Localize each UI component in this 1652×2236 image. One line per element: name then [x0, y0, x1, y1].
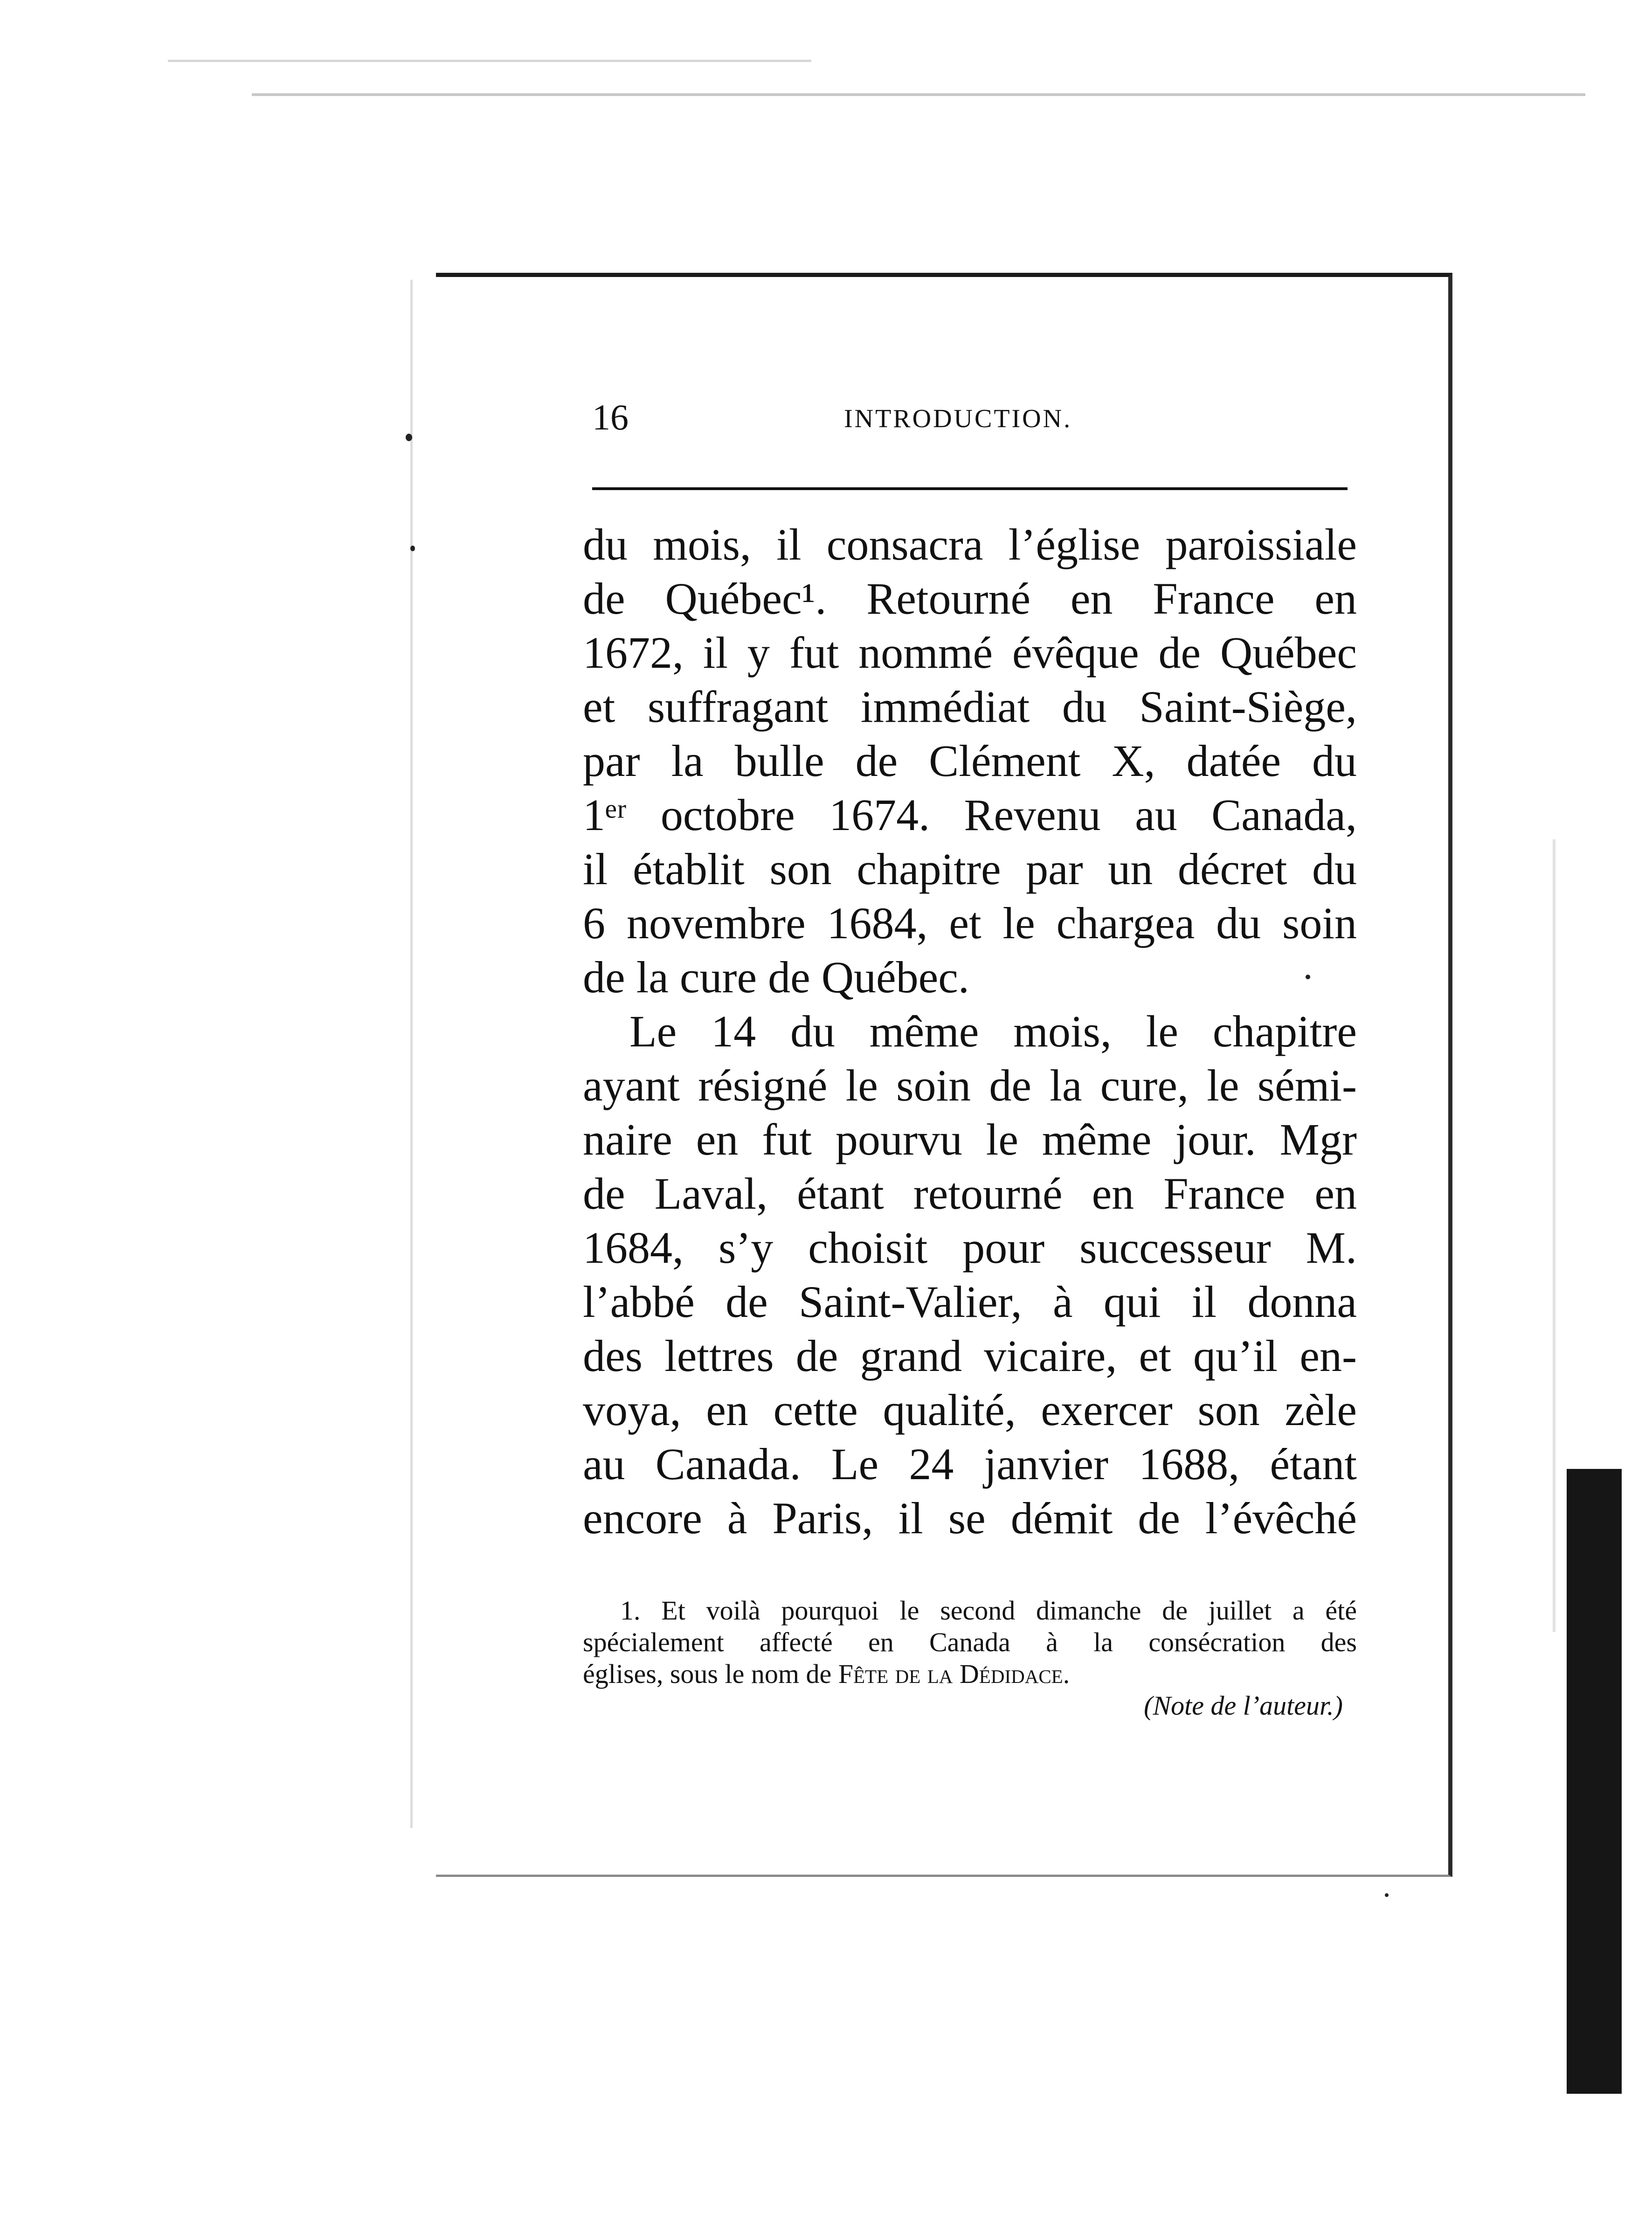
text-line: Le 14 du même mois, le chapitre — [629, 1006, 1357, 1056]
footnote-line: spécialement affecté en Canada à la consécration des — [583, 1627, 1357, 1657]
scan-edge-top — [252, 93, 1585, 96]
body-text — [583, 518, 1357, 1545]
text-line: de Laval, étant retourné en France en — [583, 1169, 1357, 1218]
text-line: 1672, il y fut nommé évêque de Québec — [583, 628, 1357, 678]
text-line: de la cure de Québec. — [583, 952, 969, 1002]
text-line: 6 novembre 1684, et le chargea du soin — [583, 898, 1357, 948]
text-line: du mois, il consacra l’église paroissiale — [583, 519, 1357, 569]
footnote-line-prefix: églises, sous le nom de — [583, 1659, 838, 1689]
scan-speck — [1385, 1893, 1389, 1897]
text-line: de Québec¹. Retourné en France en — [583, 574, 1357, 623]
footnote-feast-name: Fête de la Dédidace. — [838, 1659, 1070, 1689]
scan-speck — [410, 546, 415, 551]
text-line: au Canada. Le 24 janvier 1688, étant — [583, 1439, 1357, 1489]
header-rule — [592, 487, 1348, 490]
scan-edge-right — [1553, 839, 1555, 1632]
text-line: l’abbé de Saint-Valier, à qui il donna — [583, 1277, 1357, 1327]
scan-dark-edge — [1567, 1469, 1622, 2094]
text-line: 1684, s’y choisit pour successeur M. — [583, 1223, 1357, 1273]
scan-speck — [1306, 975, 1310, 979]
text-line: 1ᵉʳ octobre 1674. Revenu au Canada, — [583, 790, 1357, 840]
text-line: voya, en cette qualité, exercer son zèle — [583, 1385, 1357, 1435]
footnote-attribution: (Note de l’auteur.) — [1144, 1690, 1343, 1721]
footnote-line — [583, 1658, 1357, 1690]
footnote — [583, 1595, 1357, 1722]
scan-edge-top-outer — [168, 60, 811, 62]
text-line: il établit son chapitre par un décret du — [583, 844, 1357, 894]
page-number: 16 — [592, 397, 629, 437]
text-line: et suffragant immédiat du Saint-Siège, — [583, 682, 1357, 732]
footnote-line: 1. Et voilà pourquoi le second dimanche de juillet a été — [620, 1595, 1357, 1626]
text-line: encore à Paris, il se démit de l’évêché — [583, 1493, 1357, 1543]
scan-edge-left — [410, 280, 413, 1828]
text-line: naire en fut pourvu le même jour. Mgr — [583, 1115, 1357, 1164]
text-line: des lettres de grand vicaire, et qu’il en- — [583, 1331, 1357, 1381]
text-line: par la bulle de Clément X, datée du — [583, 736, 1357, 786]
text-line: ayant résigné le soin de la cure, le sémi- — [583, 1060, 1357, 1110]
running-head: INTRODUCTION. — [844, 404, 1072, 433]
scan-speck — [406, 434, 412, 441]
page-header — [592, 396, 1357, 443]
